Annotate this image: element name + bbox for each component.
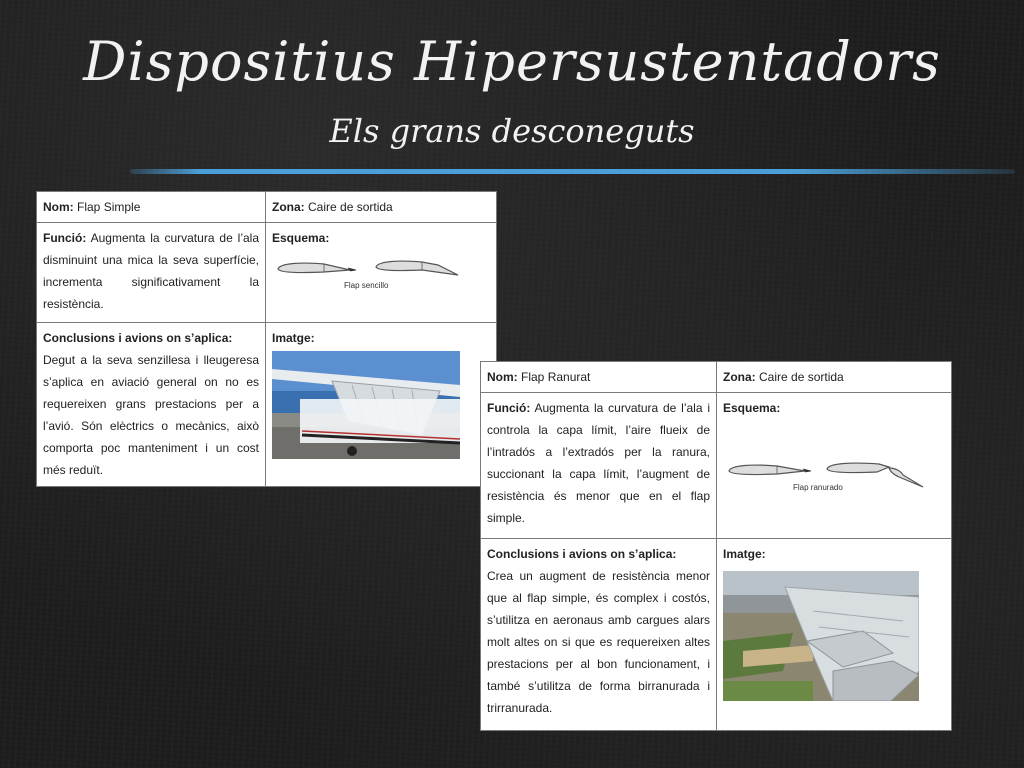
esquema-cell: [717, 393, 952, 539]
nom-cell: [37, 192, 266, 223]
imatge-label: Imatge:: [723, 547, 766, 561]
flap-ranurat-diagram: [723, 459, 945, 499]
flap-simple-card: [36, 191, 497, 487]
flap-simple-photo: [272, 351, 460, 459]
funcio-text: Augmenta la curvatura de l’ala disminuint una mica la seva superfície, incrementa significativament la resistència.: [43, 231, 260, 311]
flap-ranurat-photo: [723, 571, 919, 701]
nom-cell: [481, 362, 717, 393]
flap-ranurat-card: [480, 361, 952, 731]
zona-cell: [717, 362, 952, 393]
zona-value: Caire de sortida: [308, 200, 393, 214]
esquema-cell: [266, 223, 497, 323]
imatge-cell: [266, 323, 497, 487]
conclusions-label: Conclusions i avions on s’aplica:: [43, 331, 233, 345]
esquema-label: Esquema:: [272, 231, 330, 245]
funcio-cell: [37, 223, 266, 323]
funcio-text: Augmenta la curvatura de l’ala i controla la capa límit, l’aire flueix de l’intradós a l’extradós per la ranura, succionant la capa límit, l’augment de resistència és menor que en el flap simple.: [487, 401, 710, 525]
title-divider: [130, 169, 1015, 174]
funcio-cell: [481, 393, 717, 539]
schema-caption: Flap ranurado: [793, 483, 843, 492]
imatge-cell: [717, 539, 952, 731]
flap-simple-diagram: [272, 255, 490, 295]
nom-label: Nom:: [487, 370, 518, 384]
schema-caption: Flap sencillo: [344, 281, 389, 290]
conclusions-label: Conclusions i avions on s’aplica:: [487, 547, 677, 561]
imatge-label: Imatge:: [272, 331, 315, 345]
esquema-label: Esquema:: [723, 401, 781, 415]
slide-subtitle: Els grans desconeguts: [329, 112, 695, 150]
conclusions-text: Degut a la seva senzillesa i lleugeresa s’aplica en aviació general on no es requereixen grans prestacions per a l’avió. Són elèctrics o mecànics, això comporta poc manteniment i un cost més reduït.: [43, 353, 259, 477]
nom-value: Flap Simple: [77, 200, 141, 214]
zona-label: Zona:: [723, 370, 756, 384]
funcio-label: Funció:: [43, 231, 87, 245]
zona-value: Caire de sortida: [759, 370, 844, 384]
conclusions-cell: [481, 539, 717, 731]
conclusions-cell: [37, 323, 266, 487]
nom-value: Flap Ranurat: [521, 370, 591, 384]
conclusions-text: Crea un augment de resistència menor que al flap simple, és complex i costós, s’utilitza en aeronaus amb cargues alars molt altes on si que es requereixen altes prestacions per al bon funcionament, i també s’utilitza de forma birranurada i trirranurada.: [487, 569, 710, 715]
zona-label: Zona:: [272, 200, 305, 214]
nom-label: Nom:: [43, 200, 74, 214]
slide-title: Dispositius Hipersustentadors: [83, 30, 941, 93]
zona-cell: [266, 192, 497, 223]
funcio-label: Funció:: [487, 401, 531, 415]
